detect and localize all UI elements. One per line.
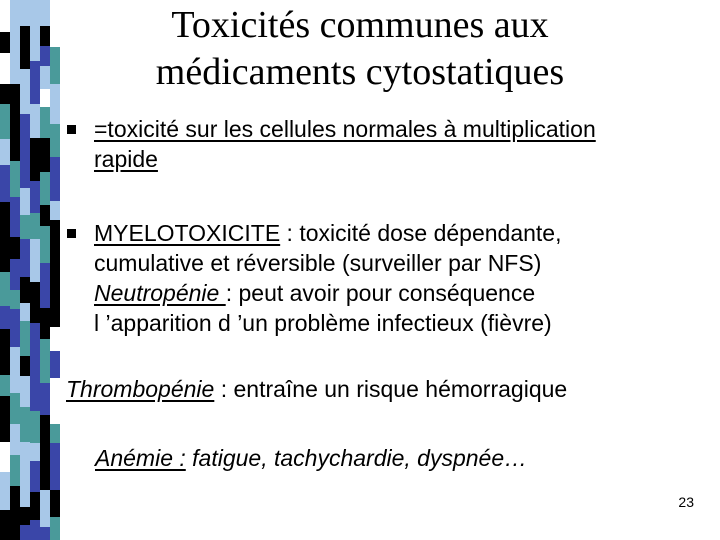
decorative-stripe — [20, 26, 30, 69]
decorative-stripe — [10, 486, 20, 511]
decorative-stripe — [20, 507, 30, 525]
decorative-stripe — [30, 213, 40, 239]
decorative-stripe — [10, 424, 20, 455]
bullet-1-text — [94, 114, 596, 174]
decorative-stripe — [50, 327, 60, 351]
decorative-stripe — [20, 154, 30, 188]
decorative-stripe — [50, 124, 60, 157]
decorative-stripe — [0, 375, 10, 396]
decorative-stripe — [0, 329, 10, 375]
decorative-stripe — [40, 26, 50, 46]
thrombopenie-term: Thrombopénie — [66, 376, 215, 402]
thrombopenie-rest: : entraîne un risque hémorragique — [214, 376, 568, 402]
decorative-stripe — [30, 239, 40, 258]
decorative-stripe — [0, 165, 10, 202]
decorative-stripe — [20, 356, 30, 376]
decorative-stripe — [50, 424, 60, 443]
decorative-stripe — [30, 181, 40, 213]
decorative-stripe — [30, 282, 40, 323]
decorative-stripe — [0, 104, 10, 139]
decorative-stripe — [30, 37, 40, 61]
slide-number: 23 — [678, 494, 694, 510]
bullet-1-line-1: =toxicité sur les cellules normales à multiplication — [94, 116, 596, 142]
decorative-stripe — [0, 53, 10, 84]
decorative-stripe — [30, 84, 40, 104]
decorative-stripe — [20, 463, 30, 507]
decorative-stripe — [10, 84, 20, 104]
decorative-stripe — [40, 308, 50, 339]
decorative-stripe — [30, 323, 40, 345]
decorative-stripe — [50, 517, 60, 540]
bullet-2-line-1 — [94, 218, 561, 248]
decorative-stripe — [10, 197, 20, 237]
decorative-stripe — [30, 104, 40, 138]
decorative-stripe — [30, 258, 40, 282]
decorative-stripe — [30, 492, 40, 520]
decorative-stripe — [0, 533, 10, 540]
decorative-stripe — [0, 0, 10, 32]
decorative-stripe — [10, 237, 20, 259]
decorative-stripe — [20, 215, 30, 239]
decorative-stripe — [40, 46, 50, 66]
decorative-stripe — [30, 520, 40, 540]
bullet-2-line-3 — [94, 278, 561, 308]
decorative-stripe — [30, 345, 40, 381]
decorative-stripe — [50, 466, 60, 490]
decorative-stripe — [30, 0, 40, 37]
decorative-stripe — [30, 411, 40, 443]
title-line-2: médicaments cytostatiques — [155, 51, 565, 93]
bullet-2-text — [94, 218, 561, 338]
decorative-stripe — [0, 472, 10, 510]
decorative-stripe — [10, 290, 20, 309]
decorative-stripe — [50, 47, 60, 84]
bullet-2-line-3-rest: : peut avoir pour conséquence — [225, 280, 536, 306]
decorative-stripe — [20, 277, 30, 303]
decorative-stripe — [40, 226, 50, 263]
bullet-1-line-2: rapide — [94, 146, 158, 172]
decorative-stripe — [40, 415, 50, 456]
decorative-stripe — [40, 490, 50, 527]
decorative-stripe — [10, 347, 20, 393]
decorative-stripe — [20, 69, 30, 114]
decorative-stripe — [20, 303, 30, 321]
decorative-stripe — [40, 172, 50, 205]
decorative-stripe — [20, 0, 30, 26]
decorative-stripe — [0, 396, 10, 442]
anemie-rest: fatigue, tachychardie, dyspnée… — [185, 445, 528, 471]
decorative-stripe — [40, 383, 50, 415]
decorative-stripe — [50, 289, 60, 327]
anemie-term: Anémie : — [95, 445, 186, 471]
decorative-stripe — [10, 393, 20, 424]
decorative-stripe — [20, 114, 30, 154]
decorative-stripe — [10, 259, 20, 290]
decorative-stripe — [0, 32, 10, 53]
decorative-stripe — [20, 239, 30, 277]
bullet-square-icon — [67, 229, 76, 238]
decorative-stripe — [10, 0, 20, 34]
decorative-stripe — [30, 443, 40, 461]
decorative-stripe — [10, 129, 20, 161]
decorative-stripe — [50, 351, 60, 378]
decorative-stripe — [10, 161, 20, 197]
decorative-stripe — [50, 0, 60, 47]
decorative-stripe — [40, 263, 50, 308]
decorative-stripe — [20, 376, 30, 407]
decorative-stripe — [0, 306, 10, 329]
decorative-stripe — [0, 202, 10, 234]
decorative-stripe — [50, 84, 60, 124]
title-line-1: Toxicités communes aux — [171, 4, 549, 46]
decorative-stripe — [40, 66, 50, 89]
decorative-stripe — [20, 525, 30, 540]
decorative-stripe — [10, 104, 20, 129]
neutropenie-term: Neutropénie — [94, 280, 226, 306]
decorative-stripe — [0, 272, 10, 306]
thrombopenie-text — [66, 374, 567, 404]
decorative-stripe — [50, 201, 60, 220]
decorative-stripe — [10, 56, 20, 84]
decorative-stripe — [10, 511, 20, 540]
decorative-stripe — [50, 157, 60, 201]
decorative-stripe — [30, 381, 40, 411]
decorative-stripe-band — [0, 0, 62, 540]
decorative-stripe — [20, 321, 30, 356]
decorative-stripe — [50, 378, 60, 424]
decorative-stripe — [0, 234, 10, 272]
decorative-stripe — [40, 339, 50, 383]
decorative-stripe — [40, 456, 50, 490]
bullet-2-line-2: cumulative et réversible (surveiller par NFS) — [94, 250, 542, 276]
decorative-stripe — [40, 107, 50, 138]
decorative-stripe — [10, 309, 20, 347]
decorative-stripe — [30, 461, 40, 492]
bullet-2-line-1-rest: : toxicité dose dépendante, — [280, 220, 562, 246]
decorative-stripe — [40, 89, 50, 107]
anemie-text — [95, 443, 527, 473]
decorative-stripe — [20, 407, 30, 442]
decorative-stripe — [0, 84, 10, 104]
myelotoxicite-term: MYELOTOXICITE — [94, 220, 281, 246]
decorative-stripe — [40, 0, 50, 26]
decorative-stripe — [0, 139, 10, 165]
bullet-square-icon — [67, 125, 76, 134]
decorative-stripe — [50, 443, 60, 466]
decorative-stripe — [40, 527, 50, 540]
decorative-stripe — [50, 252, 60, 289]
decorative-stripe — [50, 220, 60, 252]
decorative-stripe — [40, 205, 50, 226]
decorative-stripe — [20, 442, 30, 463]
decorative-stripe — [0, 510, 10, 533]
decorative-stripe — [30, 138, 40, 181]
slide-title — [90, 2, 630, 96]
decorative-stripe — [20, 188, 30, 215]
decorative-stripe — [50, 490, 60, 517]
decorative-stripe — [10, 455, 20, 486]
decorative-stripe — [30, 61, 40, 84]
decorative-stripe — [0, 442, 10, 472]
decorative-stripe — [40, 138, 50, 172]
bullet-2-line-4: l ’apparition d ’un problème infectieux (fièvre) — [94, 310, 552, 336]
decorative-stripe — [10, 34, 20, 56]
